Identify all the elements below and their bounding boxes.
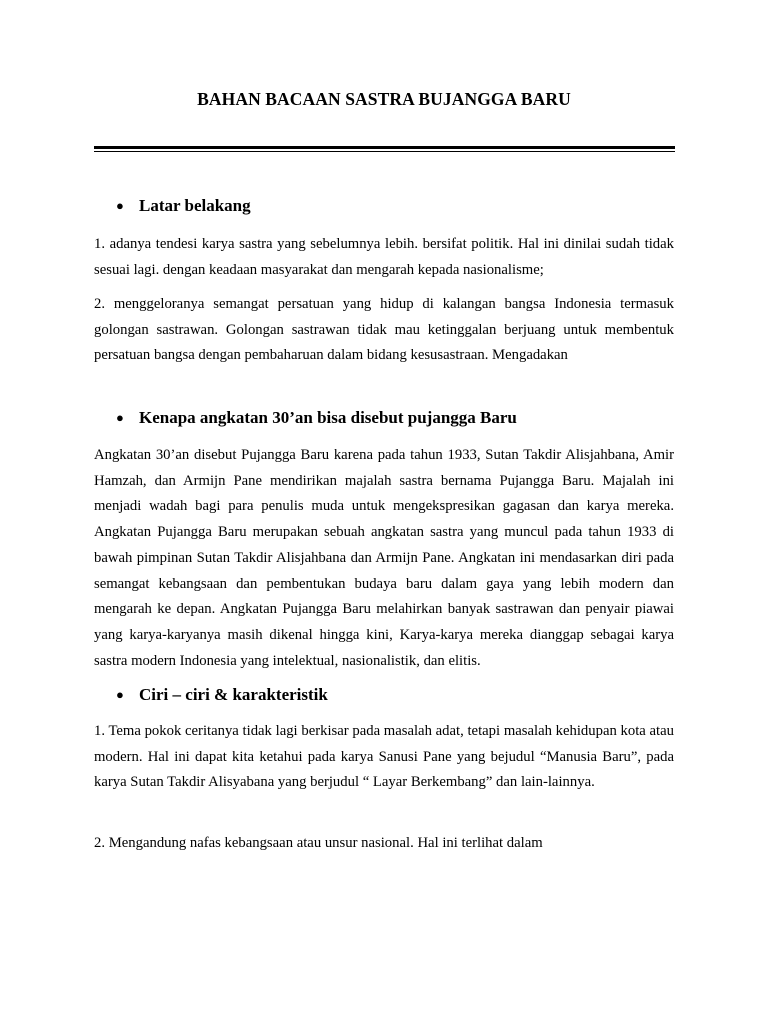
document-title: BAHAN BACAAN SASTRA BUJANGGA BARU [197,89,571,109]
section-heading-latar-belakang [116,196,251,216]
section-heading-kenapa-angkatan [116,408,517,428]
paragraph-kenapa-angkatan: Angkatan 30’an disebut Pujangga Baru karena pada tahun 1933, Sutan Takdir Alisjahbana, Amir Hamzah, dan Armijn Pane mendirikan majalah sastra bernama Pujangga Baru. Majalah ini menjadi wadah bagi para penulis muda untuk mengekspresikan gagasan dan karya mereka. Angkatan Pujangga Baru merupakan sebuah angkatan sastra yang muncul pada tahun 1933 di bawah pimpinan Sutan Takdir Alisjahbana dan Armijn Pane. Angkatan ini mendasarkan diri pada semangat kebangsaan dan pembentukan budaya baru dalam gaya yang lebih modern dan mengarah ke depan. Angkatan Pujangga Baru melahirkan banyak sastrawan dan penyair piawai yang karya-karyanya masih dikenal hingga kini, Karya-karya mereka dianggap sebagai karya sastra modern Indonesia yang intelektual, nasionalistik, dan elitis. [94,447,674,669]
bullet-icon: ● [116,410,124,425]
bullet-icon: ● [116,687,124,702]
paragraph-latar-belakang-1: 1. adanya tendesi karya sastra yang sebelumnya lebih. bersifat politik. Hal ini dinilai sudah tidak sesuai lagi. dengan keadaan masyarakat dan mengarah kepada nasionalisme; [94,236,674,278]
paragraph-ciri-ciri-2: 2. Mengandung nafas kebangsaan atau unsur nasional. Hal ini terlihat dalam [94,835,543,851]
section-heading-label: Latar belakang [139,196,251,215]
bullet-icon: ● [116,198,124,213]
section-heading-label: Kenapa angkatan 30’an bisa disebut pujangga Baru [139,408,517,427]
paragraph-latar-belakang-2: 2. menggeloranya semangat persatuan yang hidup di kalangan bangsa Indonesia termasuk golongan sastrawan. Golongan sastrawan tidak mau ketinggalan berjuang untuk membentuk persatuan bangsa dengan pembaharuan dalam bidang kesusastraan. Mengadakan [94,296,674,364]
title-divider-thick [94,146,675,149]
section-heading-ciri-ciri [116,685,328,705]
section-heading-label: Ciri – ciri & karakteristik [139,685,328,704]
paragraph-ciri-ciri-1: 1. Tema pokok ceritanya tidak lagi berkisar pada masalah adat, tetapi masalah kehidupan kota atau modern. Hal ini dapat kita ketahui pada karya Sanusi Pane yang bejudul “Manusia Baru”, pada karya Sutan Takdir Alisyabana yang berjudul “ Layar Berkembang” dan lain-lainnya. [94,723,674,791]
title-divider-thin [94,151,675,152]
